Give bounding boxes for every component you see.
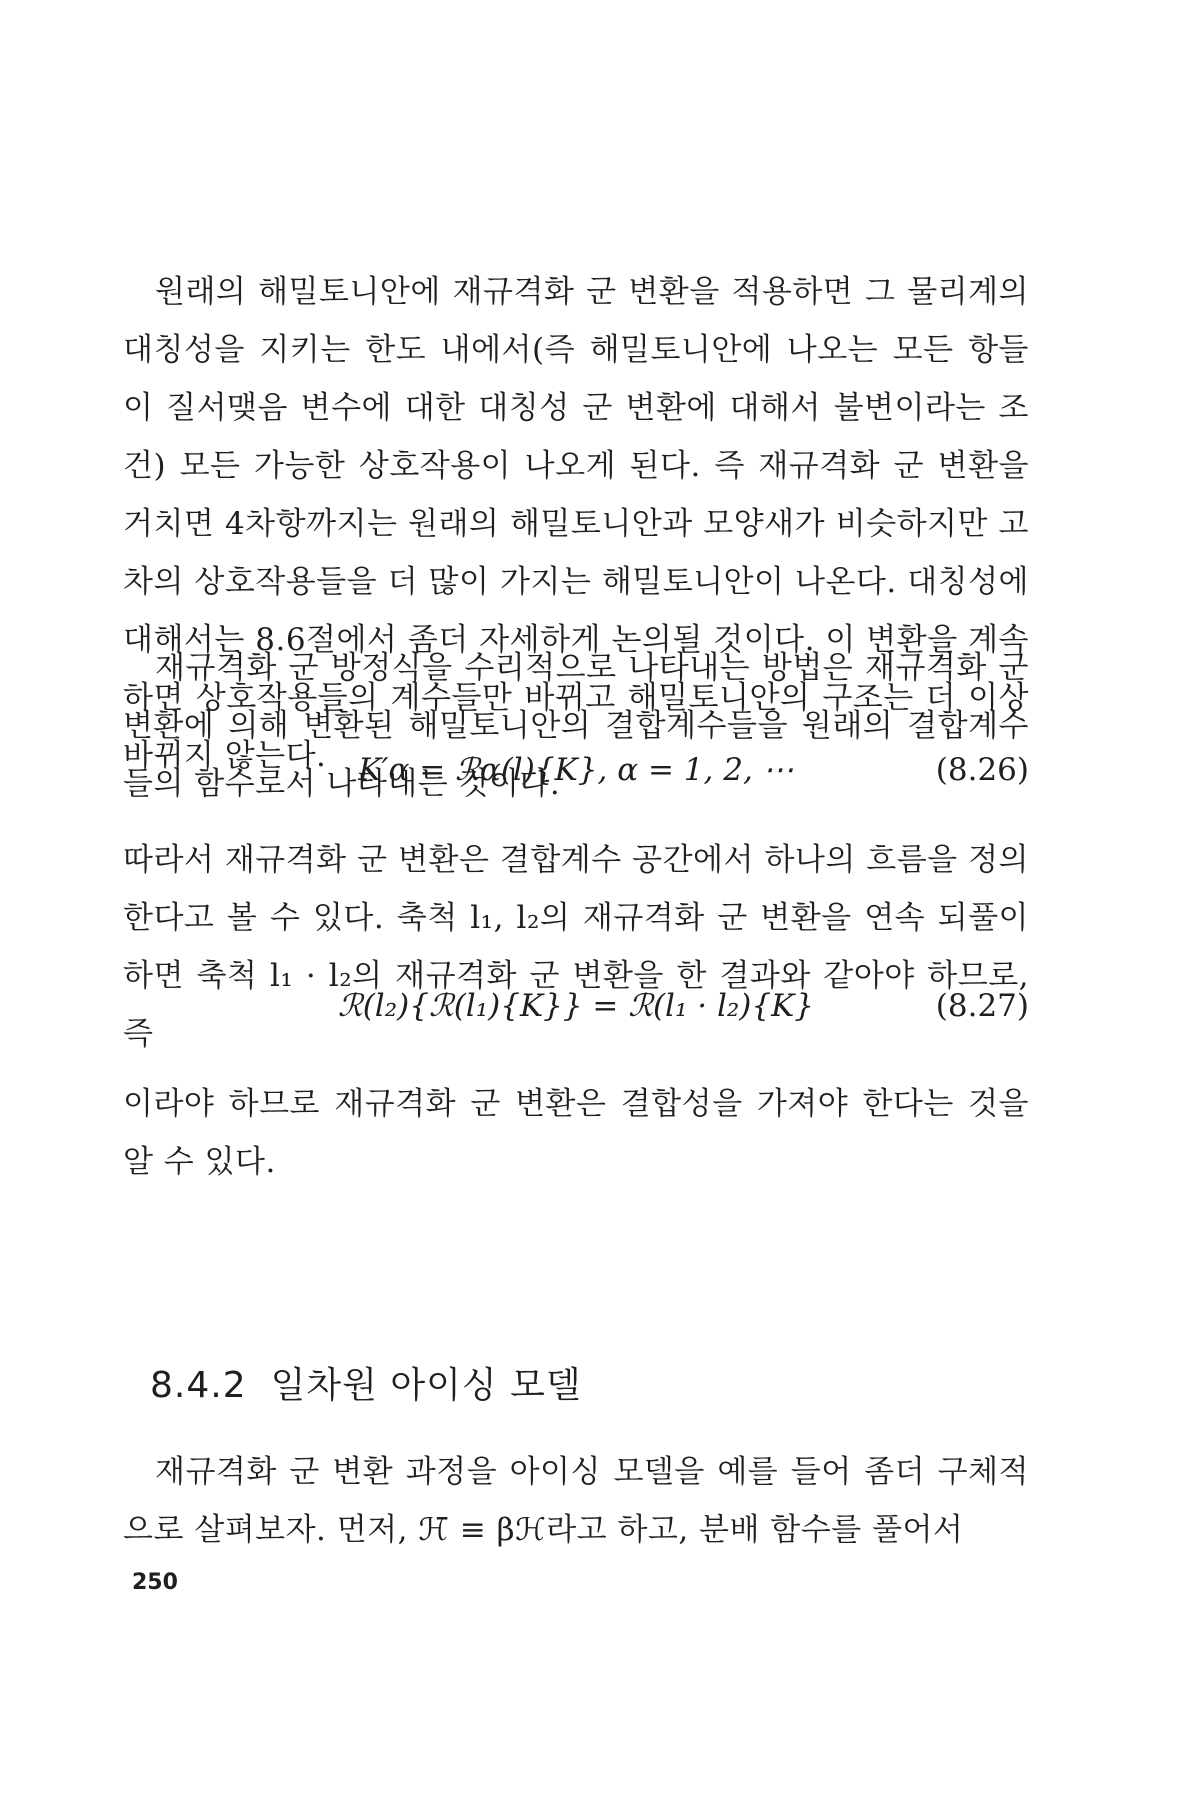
equation-number: (8.26) — [935, 752, 1029, 788]
paragraph-4: 이라야 하므로 재규격화 군 변환은 결합성을 가져야 한다는 것을 알 수 있다. — [123, 1086, 1029, 1180]
paragraph-1: 원래의 해밀토니안에 재규격화 군 변환을 적용하면 그 물리계의 대칭성을 지키는 한도 내에서(즉 해밀토니안에 나오는 모든 항들이 질서맺음 변수에 대한 대칭성 군 변환에 대해서 불변이라는 조건) 모든 가능한 상호작용이 나오게 된다. 즉 재규격화 군 변환을 거치면 4차항까지는 원래의 해밀토니안과 모양새가 비슷하지만 고차의 상호작용들을 더 많이 가지는 해밀토니안이 나온다. 대칭성에 대해서는 8.6절에서 좀더 자세하게 논의될 것이다. 이 변환을 계속하면 상호작용들의 계수들만 바뀌고 해밀토니안의 구조는 더 이상 바뀌지 않는다. — [123, 274, 1029, 774]
page-number: 250 — [132, 1570, 178, 1595]
paragraph-2: 재규격화 군 방정식을 수리적으로 나타내는 방법은 재규격화 군 변환에 의해 변환된 해밀토니안의 결합계수들을 원래의 결합계수들의 함수로서 나타내는 것이다. — [123, 650, 1029, 802]
section-number: 8.4.2 — [150, 1364, 247, 1406]
paragraph-5: 재규격화 군 변환 과정을 아이싱 모델을 예를 들어 좀더 구체적으로 살펴보자. 먼저, ℋ̄ ≡ βℋ라고 하고, 분배 함수를 풀어서 — [123, 1454, 1029, 1548]
equation-8-26 — [123, 740, 1029, 800]
equation-number: (8.27) — [935, 988, 1029, 1024]
section-heading — [150, 1356, 582, 1416]
paragraph-3: 따라서 재규격화 군 변환은 결합계수 공간에서 하나의 흐름을 정의한다고 볼 수 있다. 축척 l₁, l₂의 재규격화 군 변환을 연속 되풀이하면 축척 l₁ · l₂의 재규격화 군 변환을 한 결과와 같아야 하므로, 즉 — [123, 842, 1029, 1052]
equation-expression: K′α = ℛα(l){K}, α = 1, 2, ⋯ — [358, 752, 794, 788]
equation-expression: ℛ(l₂){ℛ(l₁){K}} = ℛ(l₁ · l₂){K} — [337, 988, 815, 1024]
section-title: 일차원 아이싱 모델 — [270, 1364, 582, 1406]
equation-8-27 — [123, 976, 1029, 1036]
